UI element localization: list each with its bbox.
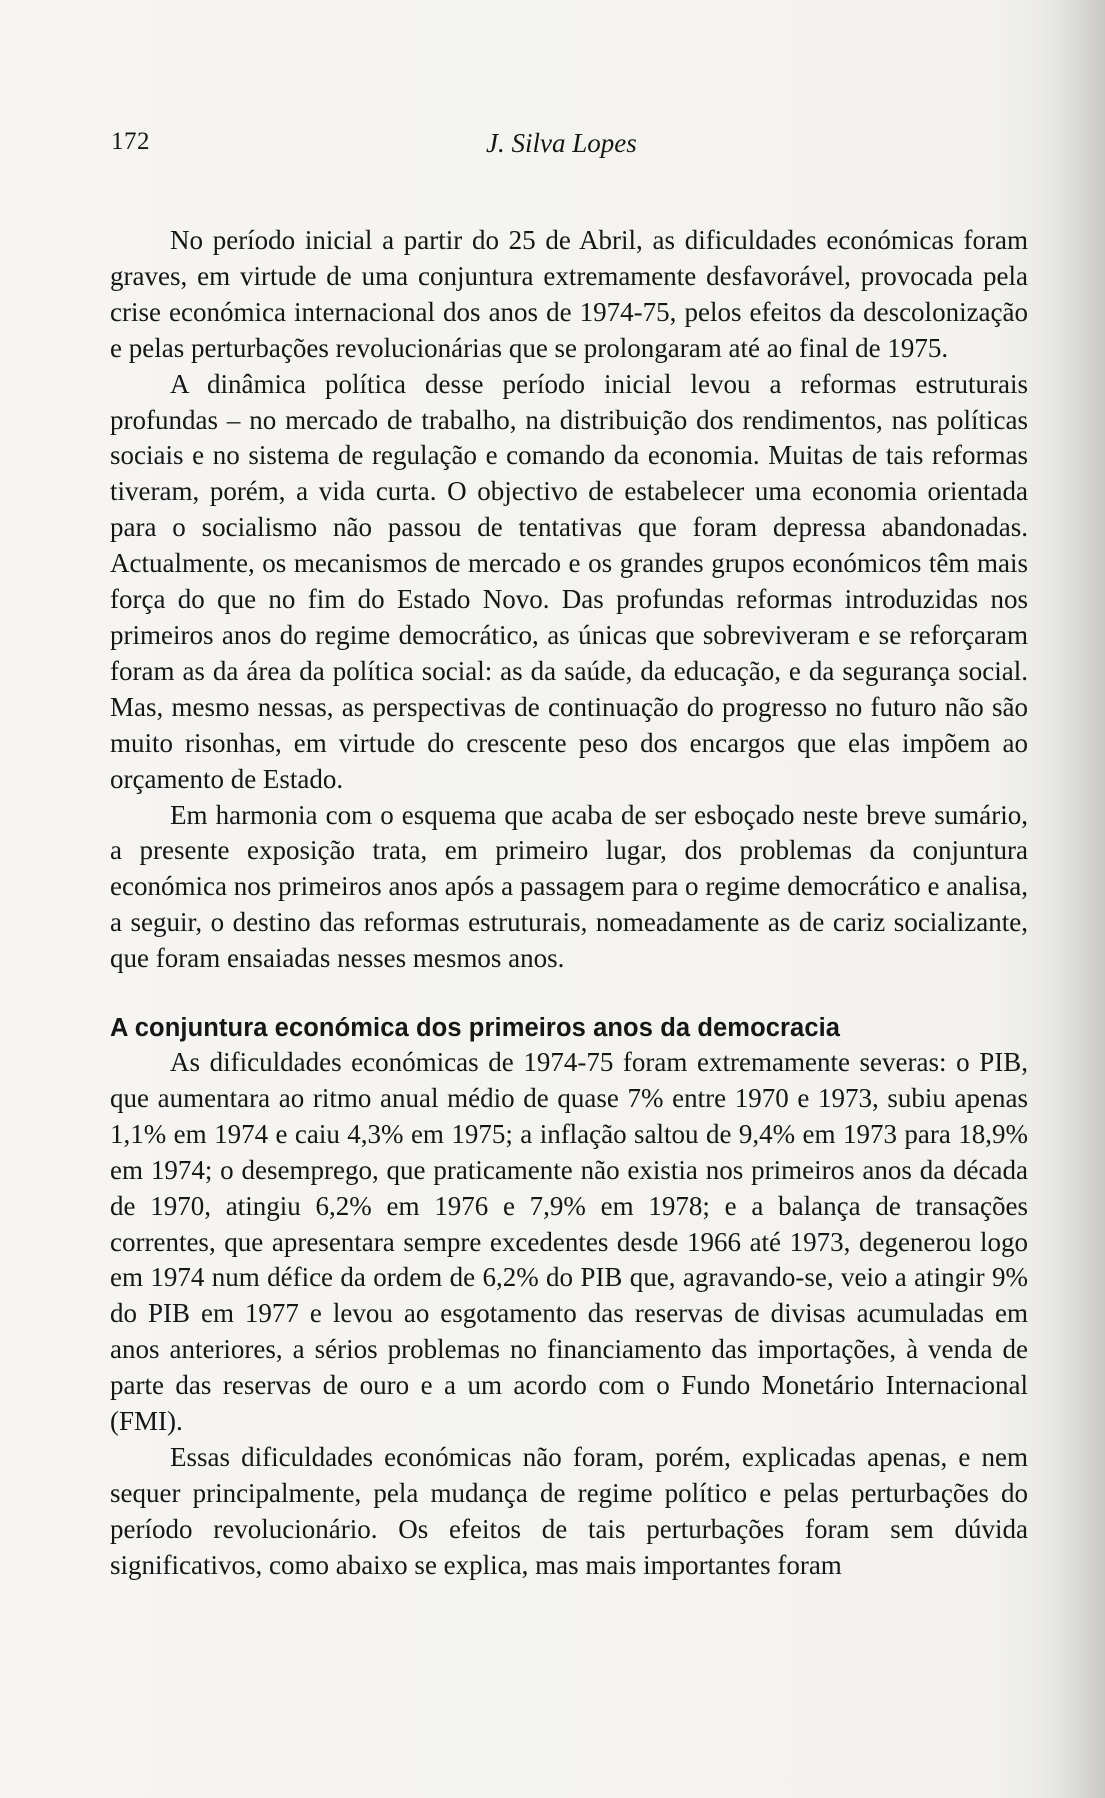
section-heading: A conjuntura económica dos primeiros anos da democracia [110, 1014, 841, 1043]
running-title: J. Silva Lopes [486, 128, 637, 158]
paragraph-section-2: Essas dificuldades económicas não foram, porém, explicadas apenas, e nem sequer principalmente, pela mudança de regime político e pelas perturbações do período revolucionário. Os efeitos de tais perturbações foram sem dúvida significativos, como abaixo se explica, mas mais importantes foram [110, 1442, 1028, 1580]
page-number: 172 [111, 128, 150, 155]
paragraph-intro-2: A dinâmica política desse período inicial levou a reformas estruturais profundas – no mercado de trabalho, na distribuição dos rendimentos, nas políticas sociais e no sistema de regulação e comando da economia. Muitas de tais reformas tiveram, porém, a vida curta. O objectivo de estabelecer uma economia orientada para o socialismo não passou de tentativas que foram depressa abandonadas. Actualmente, os mecanismos de mercado e os grandes grupos económicos têm mais força do que no fim do Estado Novo. Das profundas reformas introduzidas nos primeiros anos do regime democrático, as únicas que sobreviveram e se reforçaram foram as da área da política social: as da saúde, da educação, e da segurança social. Mas, mesmo nessas, as perspectivas de continuação do progresso no futuro não são muito risonhas, em virtude do crescente peso dos encargos que elas impõem ao orçamento de Estado. [110, 368, 1028, 794]
paragraph-intro-3: Em harmonia com o esquema que acaba de ser esboçado neste breve sumário, a presente exposição trata, em primeiro lugar, dos problemas da conjuntura económica nos primeiros anos após a passagem para o regime democrático e analisa, a seguir, o destino das reformas estruturais, nomeadamente as de cariz socializante, que foram ensaiadas nesses mesmos anos. [110, 799, 1028, 974]
page-body [110, 223, 1028, 1584]
paragraph-intro-1: No período inicial a partir do 25 de Abril, as dificuldades económicas foram graves, em virtude de uma conjuntura extremamente desfavorável, provocada pela crise económica internacional dos anos de 1974-75, pelos efeitos da descolonização e pelas perturbações revolucionárias que se prolongaram até ao final de 1975. [110, 225, 1028, 363]
paragraph-section-1: As dificuldades económicas de 1974-75 foram extremamente severas: o PIB, que aumentara ao ritmo anual médio de quase 7% entre 1970 e 1973, subiu apenas 1,1% em 1974 e caiu 4,3% em 1975; a inflação saltou de 9,4% em 1973 para 18,9% em 1974; o desemprego, que praticamente não existia nos primeiros anos da década de 1970, atingiu 6,2% em 1976 e 7,9% em 1978; e a balança de transações correntes, que apresentara sempre excedentes desde 1966 até 1973, degenerou logo em 1974 num défice da ordem de 6,2% do PIB que, agravando-se, veio a atingir 9% do PIB em 1977 e levou ao esgotamento das reservas de divisas acumuladas em anos anteriores, a sérios problemas no financiamento das importações, à venda de parte das reservas de ouro e a um acordo com o Fundo Monetário Internacional (FMI). [110, 1047, 1028, 1437]
running-head [111, 128, 1031, 168]
